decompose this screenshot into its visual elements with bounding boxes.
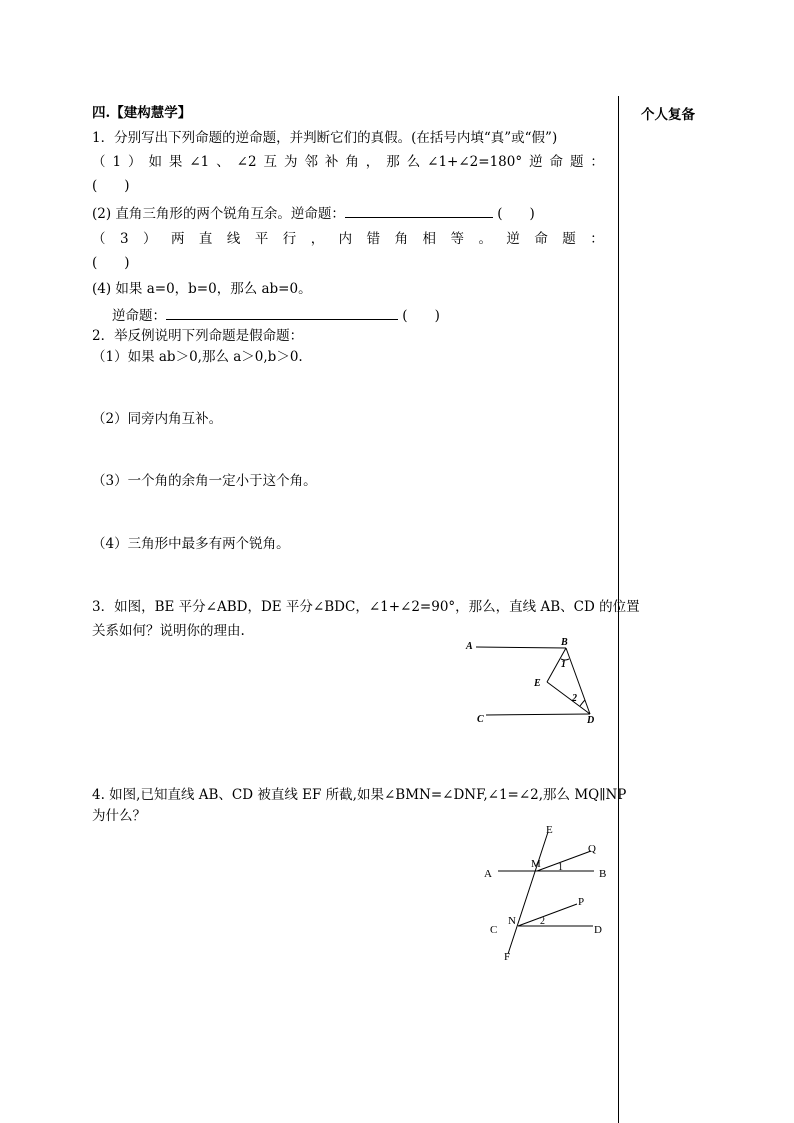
q3-label-d: D bbox=[587, 715, 595, 726]
q3-figure bbox=[460, 632, 610, 732]
q1-spread-token: 角 bbox=[394, 231, 409, 247]
q1-item2 bbox=[92, 203, 535, 223]
q1-spread-token: 等 bbox=[450, 231, 464, 247]
q3-label-b: B bbox=[561, 637, 568, 648]
q1-spread-token: 内 bbox=[338, 231, 353, 247]
q1-item4: (4) 如果 a=0，b=0，那么 ab=0。 bbox=[92, 281, 312, 297]
q1-spread-token: 错 bbox=[366, 231, 381, 247]
q1-spread-token: 题 bbox=[562, 231, 576, 247]
q1-spread-token: 直 bbox=[198, 231, 213, 247]
q1-item4-converse bbox=[112, 305, 440, 325]
q2-item-2: （2）同旁内角互补。 bbox=[92, 411, 223, 427]
q1-spread-token: 果 bbox=[168, 154, 183, 170]
q1-spread-token: ： bbox=[590, 154, 604, 170]
angle-2-arc bbox=[580, 700, 585, 706]
q1-spread-token: 题 bbox=[569, 154, 584, 170]
q1-item3-line1 bbox=[92, 230, 604, 248]
q2-item-1: （1）如果 ab＞0,那么 a＞0,b＞0. bbox=[92, 349, 303, 365]
q1-spread-token: ） bbox=[128, 154, 142, 170]
q1-spread-token: ∠2 bbox=[236, 154, 257, 170]
q1-spread-token: （ bbox=[92, 154, 106, 170]
q1-spread-token: ， bbox=[365, 154, 380, 170]
q1-spread-token: 。 bbox=[478, 231, 492, 247]
q1-spread-token: ） bbox=[143, 231, 157, 247]
q3-line1: 3．如图，BE 平分∠ABD，DE 平分∠BDC，∠1+∠2=90°，那么，直线 AB、CD 的位置 bbox=[92, 599, 640, 615]
q1-spread-token: 那 bbox=[386, 154, 400, 170]
q3-label-c: C bbox=[477, 714, 484, 725]
q1-spread-token: 如 bbox=[148, 154, 162, 170]
q1-item2-text: (2) 直角三角形的两个锐角互余。逆命题： bbox=[92, 206, 345, 222]
line-cd bbox=[486, 714, 590, 715]
q4-label-c: C bbox=[490, 924, 498, 936]
q2-item-3: （3）一个角的余角一定小于这个角。 bbox=[92, 473, 317, 489]
q1-spread-token: （ bbox=[92, 231, 106, 247]
q3-label-2: 2 bbox=[572, 693, 577, 704]
q1-spread-token: ∠1 bbox=[189, 154, 210, 170]
q4-line1-text: 4. 如图,已知直线 AB、CD 被直线 EF 所截,如果∠BMN=∠DNF,∠1=∠2,那么 MQ∥NP bbox=[92, 787, 627, 803]
q1-spread-token: 逆 bbox=[529, 154, 543, 170]
q1-spread-token: ： bbox=[590, 231, 604, 247]
line-ef bbox=[508, 832, 548, 954]
q1-item1-answer: ( ) bbox=[92, 178, 130, 194]
q3-line2: 关系如何？说明你的理由. bbox=[92, 623, 245, 639]
q4-label-q: Q bbox=[588, 843, 596, 855]
q1-spread-token: 命 bbox=[549, 154, 564, 170]
q1-spread-token: 平 bbox=[254, 231, 269, 247]
q1-spread-token: 补 bbox=[324, 154, 339, 170]
q1-spread-token: 逆 bbox=[506, 231, 520, 247]
q1-item2-blank[interactable] bbox=[345, 203, 493, 218]
q1-spread-token: ， bbox=[310, 231, 325, 247]
q1-item4-label: 逆命题： bbox=[112, 308, 166, 324]
q4-label-a: A bbox=[484, 868, 492, 880]
q1-spread-token: 行 bbox=[282, 231, 297, 247]
q1-item1-line1 bbox=[92, 153, 604, 171]
q1-stem: 1．分别写出下列命题的逆命题，并判断它们的真假。(在括号内填“真”或“假”) bbox=[92, 130, 558, 146]
q4-label-n: N bbox=[508, 915, 516, 927]
q4-label-f: F bbox=[504, 951, 511, 963]
q4-label-d: D bbox=[594, 924, 602, 936]
q1-spread-token: 两 bbox=[170, 231, 185, 247]
section-heading: 四.【建构慧学】 bbox=[92, 105, 192, 121]
q1-spread-token: 么 bbox=[406, 154, 421, 170]
q1-item4-blank[interactable] bbox=[166, 305, 398, 320]
q1-spread-token: 相 bbox=[422, 231, 437, 247]
q1-spread-token: 角 bbox=[345, 154, 359, 170]
line-ab bbox=[476, 647, 566, 648]
q3-label-e: E bbox=[534, 678, 541, 689]
q4-line1 bbox=[92, 786, 626, 804]
q4-label-2: 2 bbox=[540, 916, 545, 927]
q4-label-m: M bbox=[531, 858, 541, 870]
q2-stem: 2．举反例说明下列命题是假命题： bbox=[92, 328, 304, 344]
q1-spread-token: ∠1+∠2=180° bbox=[427, 154, 523, 170]
q3-label-a: A bbox=[466, 641, 473, 652]
q1-item4-paren: ( ) bbox=[402, 308, 440, 324]
q4-label-b: B bbox=[599, 868, 607, 880]
q1-spread-token: 3 bbox=[119, 231, 129, 247]
q4-figure bbox=[478, 818, 618, 968]
segment-de bbox=[547, 682, 590, 714]
q1-spread-token: 1 bbox=[112, 154, 122, 170]
q4-label-1: 1 bbox=[558, 862, 563, 873]
q1-item2-paren: ( ) bbox=[497, 206, 535, 222]
segment-bd bbox=[566, 648, 590, 714]
q4-label-p: P bbox=[578, 896, 585, 908]
side-title: 个人复备 bbox=[641, 107, 695, 123]
q1-spread-token: 互 bbox=[263, 154, 278, 170]
q3-label-1: 1 bbox=[561, 659, 566, 670]
q1-item3-answer: ( ) bbox=[92, 255, 130, 271]
q4-line2: 为什么？ bbox=[92, 808, 146, 824]
q1-spread-token: 为 bbox=[283, 154, 298, 170]
ray-np bbox=[518, 904, 577, 926]
q1-spread-token: 邻 bbox=[304, 154, 318, 170]
q1-spread-token: 命 bbox=[534, 231, 548, 247]
q1-spread-token: 线 bbox=[226, 231, 241, 247]
q2-item-4: （4）三角形中最多有两个锐角。 bbox=[92, 536, 290, 552]
q1-spread-token: 、 bbox=[216, 154, 230, 170]
ray-mq bbox=[537, 851, 591, 871]
q4-label-e: E bbox=[546, 824, 553, 836]
